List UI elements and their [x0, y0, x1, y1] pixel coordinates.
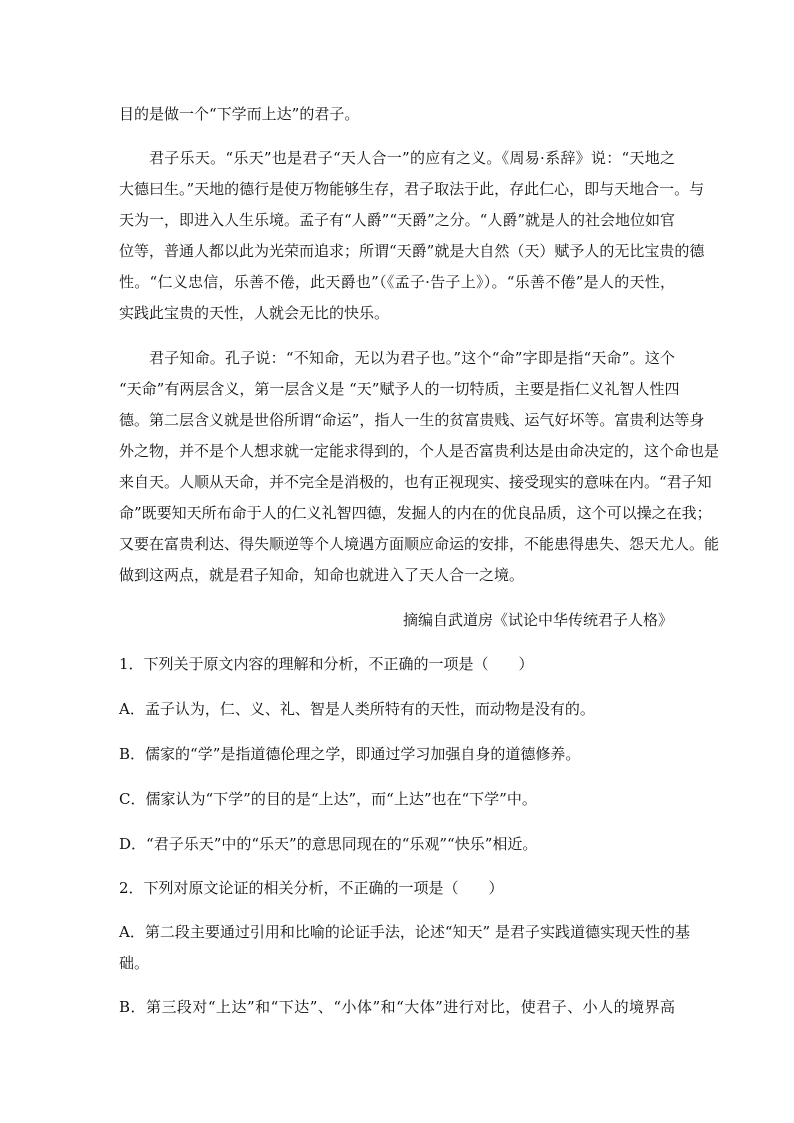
- para-zhiming-line: 德。第二层含义就是世俗所谓“命运”，指人一生的贫富贵贱、运气好坏等。富贵利达等身: [119, 411, 705, 429]
- para-letian-line: 实践此宝贵的天性，人就会无比的快乐。: [119, 304, 390, 322]
- question-1-option-a: A．孟子认为，仁、义、礼、智是人类所特有的天性，而动物是没有的。: [119, 700, 595, 718]
- question-1-stem: 1．下列关于原文内容的理解和分析，不正确的一项是（ ）: [119, 655, 534, 673]
- para-zhiming-line: 做到这两点，就是君子知命，知命也就进入了天人合一之境。: [119, 566, 525, 584]
- para-zhiming-line: 来自天。人顺从天命，并不完全是消极的，也有正视现实、接受现实的意味在内。“君子知: [119, 473, 712, 491]
- para-letian-line: 大德曰生。”天地的德行是使万物能够生存，君子取法于此，存此仁心，即与天地合一。与: [119, 180, 705, 198]
- para-letian-line: 位等，普通人都以此为光荣而追求；所谓“天爵”就是大自然（天）赋予人的无比宝贵的德: [119, 242, 705, 260]
- para-zhiming-line: 外之物，并不是个人想求就一定能求得到的，个人是否富贵利达是由命决定的，这个命也是: [119, 442, 720, 460]
- question-2-option-a: A．第二段主要通过引用和比喻的论证手法，论述“知天” 是君子实践道德实现天性的基: [119, 923, 690, 941]
- question-2-option-b: B．第三段对“上达”和“下达”、“小体”和“大体”进行对比，使君子、小人的境界高: [119, 998, 675, 1016]
- para-letian-line: 性。“仁义忠信，乐善不倦，此天爵也”（《孟子·告子上》）。“乐善不倦”是人的天性，: [119, 273, 675, 291]
- question-1-option-d: D．“君子乐天”中的“乐天”的意思同现在的“乐观”“快乐”相近。: [119, 835, 538, 853]
- para-zhiming-line: 命”既要知天所布命于人的仁义礼智四德，发掘人的内在的优良品质，这个可以操之在我；: [119, 504, 712, 522]
- para-zhiming-line: “天命”有两层含义，第一层含义是 “天”赋予人的一切特质，主要是指仁义礼智人性四: [119, 380, 680, 398]
- para-letian-line: 天为一，即进入人生乐境。孟子有“人爵”“天爵”之分。“人爵”就是人的社会地位如官: [119, 211, 676, 229]
- question-2-stem: 2．下列对原文论证的相关分析，不正确的一项是（ ）: [119, 879, 504, 897]
- question-1-option-c: C．儒家认为“下学”的目的是“上达”，而“上达”也在“下学”中。: [119, 790, 537, 808]
- question-1-option-b: B．儒家的“学”是指道德伦理之学，即通过学习加强自身的道德修养。: [119, 745, 581, 763]
- source-attribution: 摘编自武道房《试论中华传统君子人格》: [402, 611, 673, 629]
- intro-line: 目的是做一个“下学而上达”的君子。: [119, 105, 360, 123]
- question-2-option-a-cont: 础。: [119, 954, 150, 972]
- para-letian-line: 君子乐天。“乐天”也是君子“天人合一”的应有之义。《周易·系辞》说：“天地之: [149, 149, 675, 167]
- para-zhiming-line: 又要在富贵利达、得失顺逆等个人境遇方面顺应命运的安排，不能患得患失、怨天尤人。能: [119, 535, 720, 553]
- para-zhiming-line: 君子知命。孔子说：“不知命，无以为君子也。”这个“命”字即是指“天命”。这个: [149, 349, 675, 367]
